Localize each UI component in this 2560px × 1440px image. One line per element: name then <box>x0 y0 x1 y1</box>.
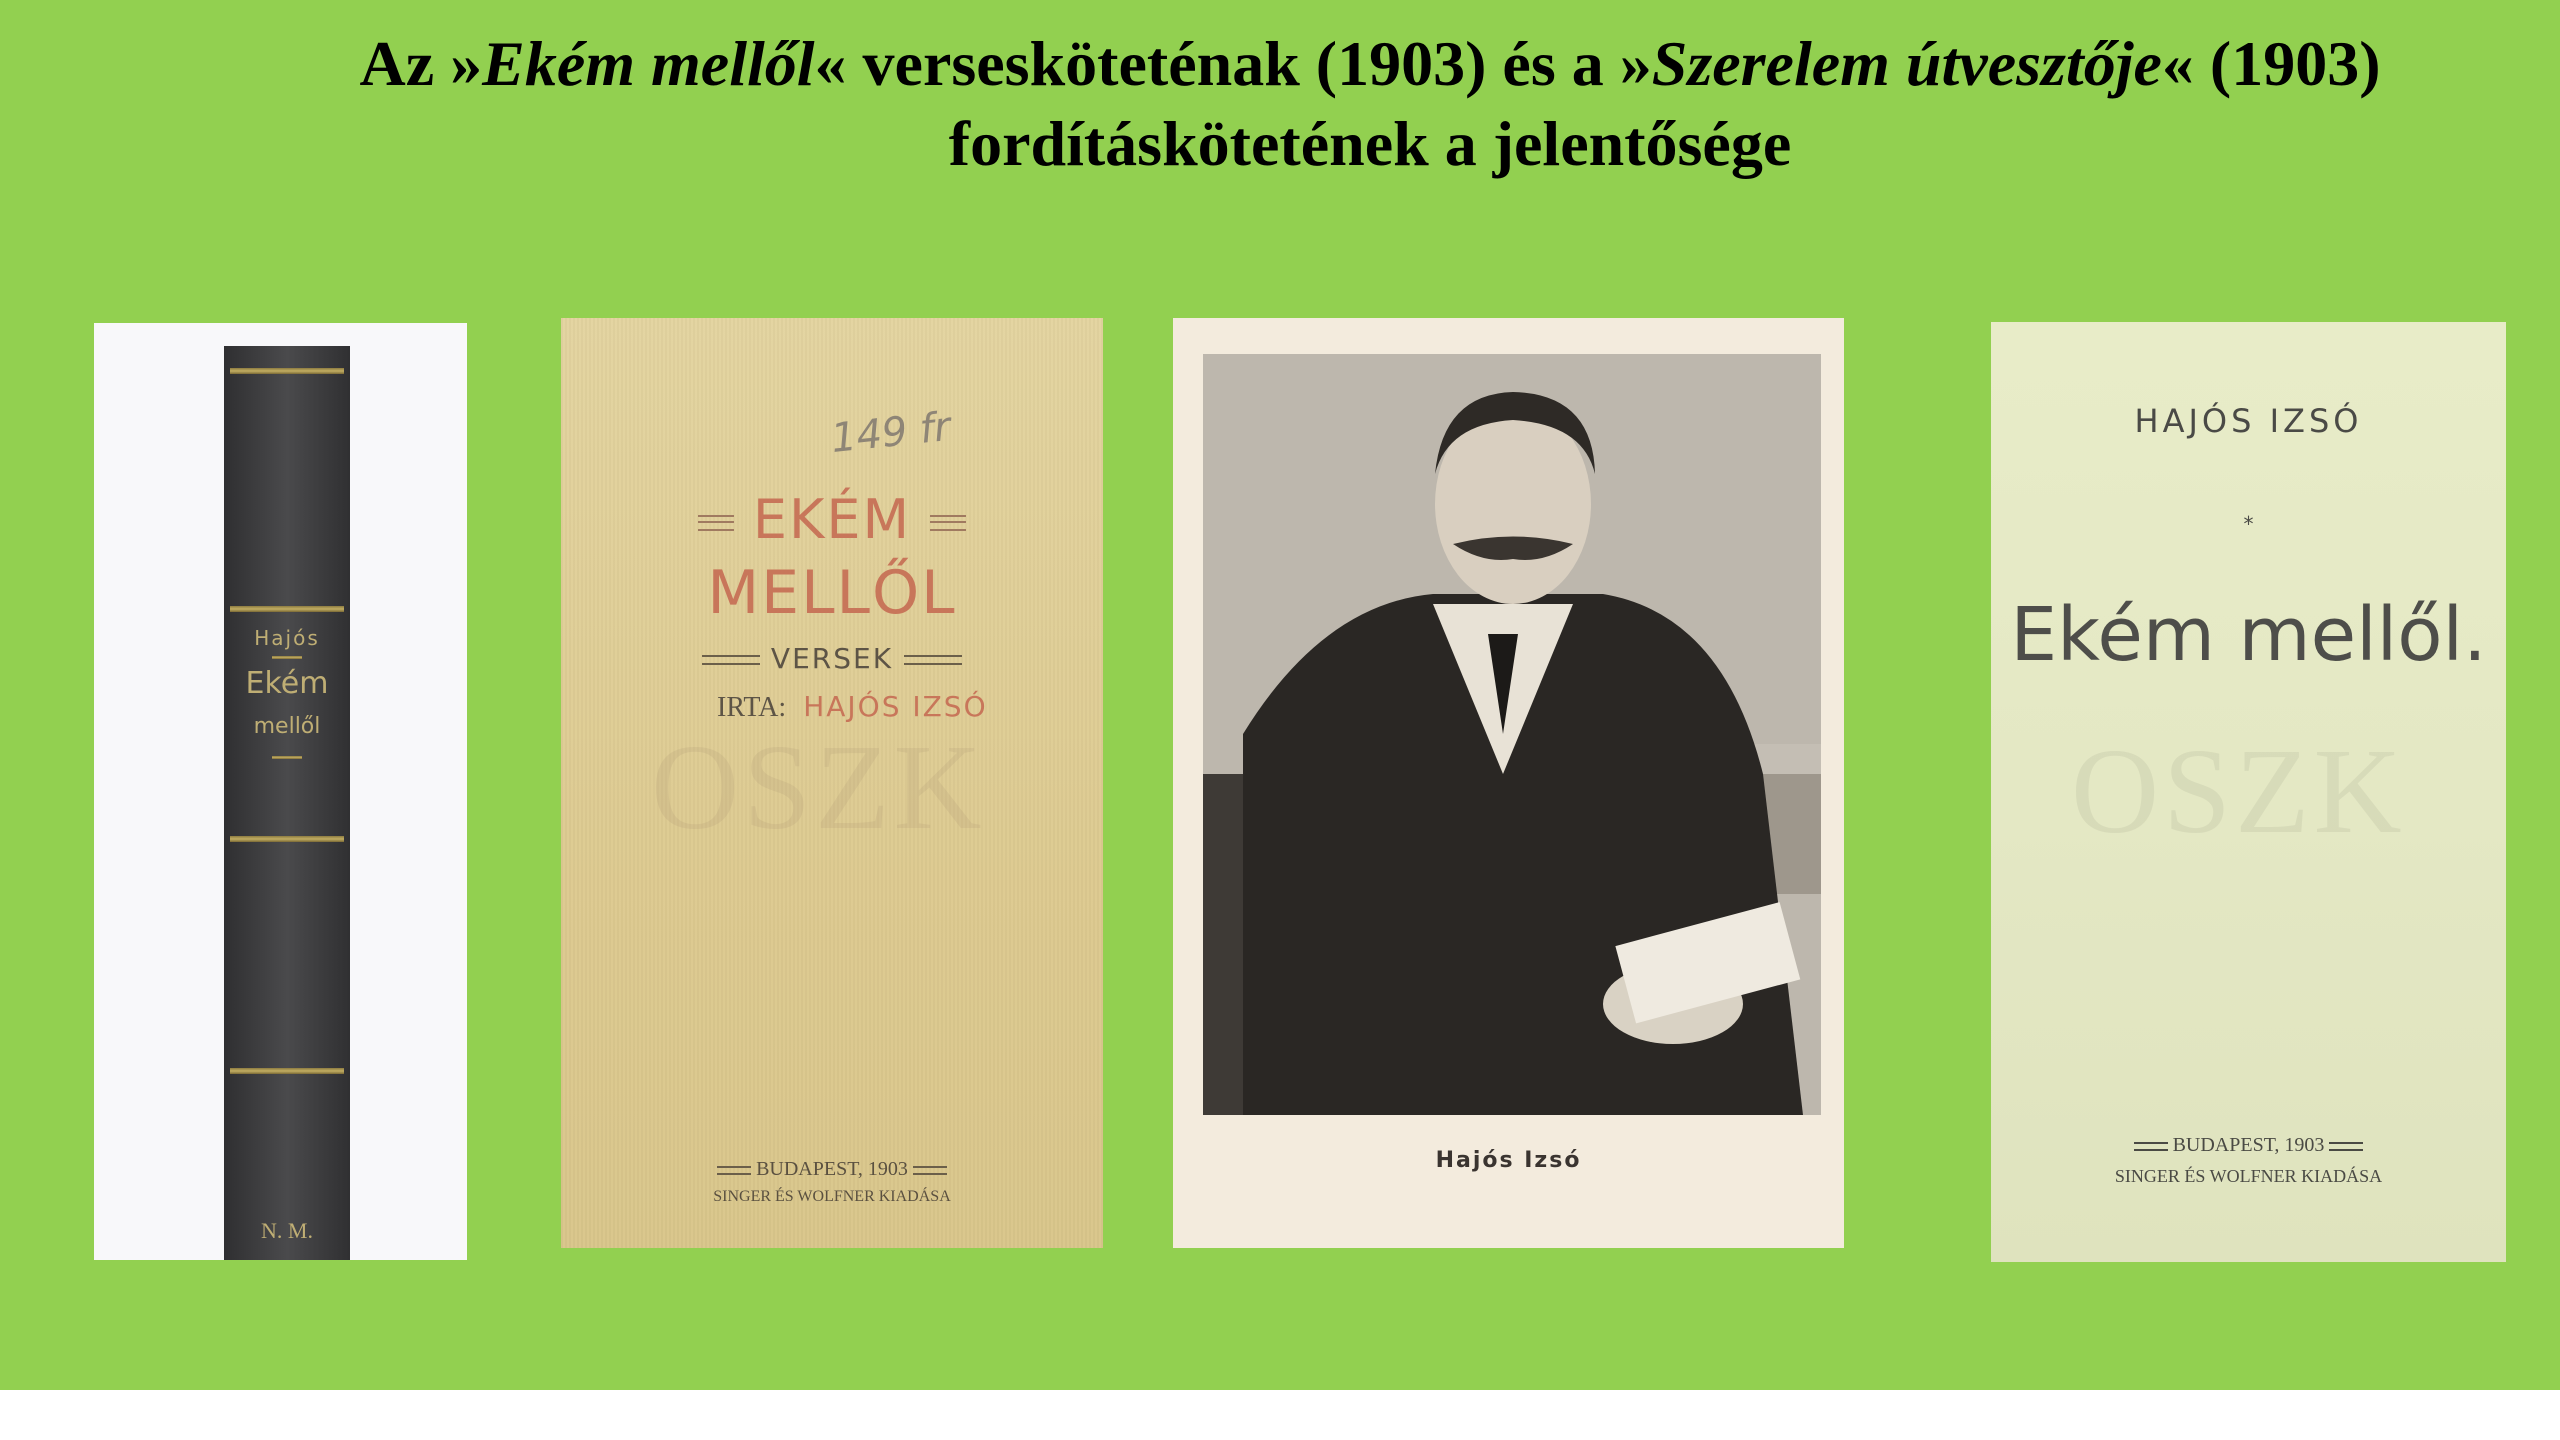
title-part-italic: Szerelem útvesztője <box>1651 28 2162 99</box>
gold-band <box>230 368 344 374</box>
book-cover-image <box>561 318 1103 1248</box>
cover-title-line-2: MELLŐL <box>707 558 957 628</box>
title-part: « versesköteténak (1903) és a » <box>814 28 1652 99</box>
title-line-1 <box>180 24 2560 104</box>
rule-icon <box>2134 1142 2168 1151</box>
gold-rule <box>272 656 302 659</box>
cover-title-line-1 <box>561 488 1103 551</box>
title-part-italic: Ekém mellől <box>482 28 815 99</box>
cover-subtitle-row <box>561 642 1103 675</box>
cover-place-year: BUDAPEST, 1903 <box>756 1158 908 1180</box>
cover-title-word: EKÉM <box>752 488 912 551</box>
spine-title-1: Ekém <box>245 666 329 701</box>
title-page-image <box>1991 322 2506 1262</box>
rule-icon <box>904 655 962 665</box>
titlepage-title: Ekém mellől. <box>2010 592 2487 678</box>
rule-icon <box>2329 1142 2363 1151</box>
cover-author: HAJÓS IZSÓ <box>803 690 988 723</box>
title-line-2: fordításkötetének a jelentősége <box>948 108 1792 179</box>
cover-subtitle: VERSEK <box>770 642 894 675</box>
spine-title-2: mellől <box>253 714 321 739</box>
gold-rule <box>272 756 302 759</box>
titlepage-place-year: BUDAPEST, 1903 <box>2172 1134 2325 1156</box>
oszk-watermark: OSZK <box>651 720 986 855</box>
cover-publisher: SINGER ÉS WOLFNER KIADÁSA <box>713 1188 951 1205</box>
rule-icon <box>913 1166 947 1175</box>
titlepage-publisher: SINGER ÉS WOLFNER KIADÁSA <box>2114 1166 2383 1186</box>
portrait-photo <box>1203 354 1821 1115</box>
gold-band <box>230 836 344 842</box>
byline-label: IRTA: <box>717 692 787 723</box>
book-spine-image <box>94 323 467 1260</box>
oszk-watermark: OSZK <box>2071 724 2406 859</box>
slide-title <box>180 24 2560 184</box>
spine-author: Hajós <box>254 626 320 650</box>
title-part: « (1903) <box>2161 28 2381 99</box>
gold-band <box>230 606 344 612</box>
gold-band <box>230 1068 344 1074</box>
cover-imprint-place <box>561 1158 1103 1181</box>
portrait-illustration <box>1203 354 1821 1115</box>
portrait-caption: Hajós Izsó <box>1435 1148 1582 1173</box>
titlepage-author: HAJÓS IZSÓ <box>2134 402 2363 440</box>
spine <box>224 346 350 1260</box>
rule-icon <box>702 655 760 665</box>
titlepage-imprint-place <box>1991 1134 2506 1157</box>
title-part: Az » <box>359 28 483 99</box>
ornament-icon <box>930 515 966 531</box>
rule-icon <box>717 1166 751 1175</box>
handwritten-note: 149 fr <box>828 403 953 463</box>
titlepage-ornament: * <box>2243 512 2254 536</box>
spine-initials: N. M. <box>261 1218 313 1243</box>
author-portrait-image <box>1173 318 1844 1248</box>
ornament-icon <box>698 515 734 531</box>
